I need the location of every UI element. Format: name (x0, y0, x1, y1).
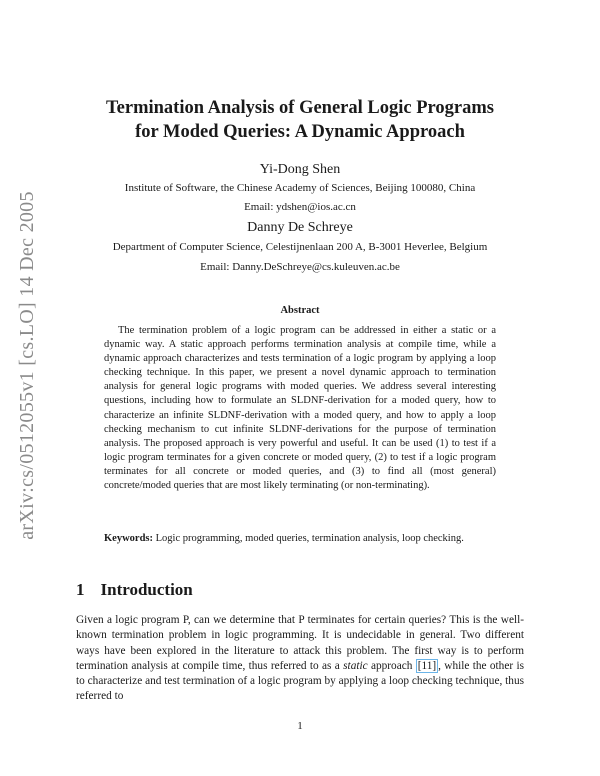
author-1-email: Email: ydshen@ios.ac.cn (244, 201, 356, 213)
introduction-paragraph (76, 613, 524, 705)
intro-emphasis-static: static (343, 659, 368, 672)
abstract-text: The termination problem of a logic program can be addressed in either a static or a dynamic way. A static approach performs termination analysis at compile time, while a dynamic approach characterizes and tests termination of a logic program by applying a loop checking technique. In this paper, we present a novel dynamic approach to termination analysis for general logic programs with moded queries. We address several interesting questions, including how to formulate an SLDNF-derivation for a moded query, how to characterize an infinite SLDNF-derivation with a moded query, and how to apply a loop checking mechanism to cut infinite SLDNF-derivations for the purpose of termination analysis. The proposed approach is very powerful and useful. It can be used (1) to test if a logic program terminates for a given concrete or moded query, (2) to test if a logic program terminates for all concrete or moded queries, and (3) to find all (most general) concrete/moded queries that are most likely terminating (or non-terminating). (104, 325, 496, 492)
arxiv-identifier-text: arXiv:cs/0512055v1 [cs.LO] 14 Dec 2005 (15, 190, 38, 540)
title-line-2: for Moded Queries: A Dynamic Approach (135, 122, 465, 142)
author-1-name: Yi-Dong Shen (259, 162, 341, 177)
page-number: 1 (297, 720, 303, 732)
author-1-affiliation: Institute of Software, the Chinese Academy of Sciences, Beijing 100080, China (124, 182, 476, 194)
arxiv-identifier-stamp (14, 190, 40, 540)
intro-text-part-1: Given a logic program P, can we determine that P terminates for certain queries? This is the well-known termination problem in logic programming. It is undecidable in general. Two different ways have been explored in the literature to attack this problem. The first way is to perform termination analysis at compile time, thus referred to as a (76, 614, 524, 672)
author-2-affiliation: Department of Computer Science, Celestijnenlaan 200 A, B-3001 Heverlee, Belgium (112, 241, 488, 253)
section-heading (76, 580, 193, 600)
section-title: Introduction (100, 580, 193, 599)
intro-text-part-3: , while the other is to characterize and test termination of a logic program by applying a loop checking technique, thus referred to (76, 659, 524, 703)
abstract-heading: Abstract (280, 305, 320, 316)
keywords-paragraph (104, 532, 496, 546)
intro-text-part-2: approach (367, 659, 416, 672)
keywords-text: Logic programming, moded queries, termination analysis, loop checking. (155, 533, 464, 544)
citation-link[interactable]: [11] (417, 659, 437, 672)
author-2-name: Danny De Schreye (247, 220, 353, 235)
section-number: 1 (76, 580, 85, 599)
title-line-1: Termination Analysis of General Logic Programs (106, 98, 494, 118)
paper-title (60, 96, 540, 144)
author-2-email: Email: Danny.DeSchreye@cs.kuleuven.ac.be (200, 261, 400, 273)
keywords-label: Keywords: (104, 533, 153, 544)
